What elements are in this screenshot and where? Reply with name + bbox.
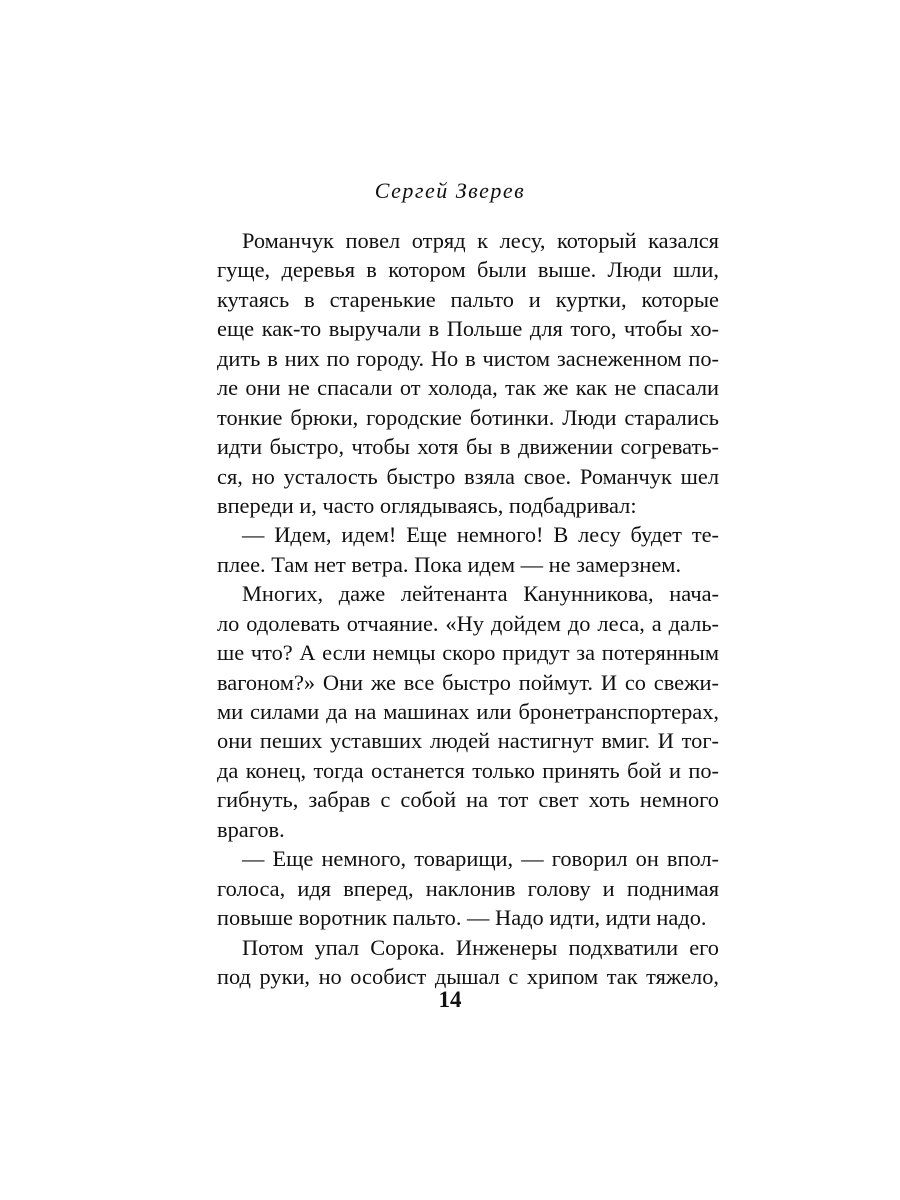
text-line: Многих, даже лейтенанта Канунникова, нача- bbox=[242, 581, 719, 607]
text-line: дить в них по городу. Но в чистом заснеженном по- bbox=[217, 345, 719, 371]
text-line: ся, но усталость быстро взяла свое. Романчук шел bbox=[217, 463, 719, 489]
body-text bbox=[217, 226, 719, 991]
text-line: плее. Там нет ветра. Пока идем — не замерзнем. bbox=[217, 551, 682, 577]
text-line: ше что? А если немцы скоро придут за потерянным bbox=[217, 640, 719, 666]
text-line: повыше воротник пальто. — Надо идти, идти надо. bbox=[217, 905, 707, 931]
text-line: голоса, идя вперед, наклонив голову и поднимая bbox=[217, 875, 719, 901]
text-line: вагоном?» Они же все быстро поймут. И со свежи- bbox=[217, 669, 719, 695]
text-line: Романчук повел отряд к лесу, который казался bbox=[242, 228, 719, 253]
text-line: кутаясь в старенькие пальто и куртки, которые bbox=[217, 286, 719, 312]
text-line: еще как-то выручали в Польше для того, чтобы хо- bbox=[217, 316, 719, 342]
text-line: ло одолевать отчаяние. «Ну дойдем до леса, а даль- bbox=[217, 610, 719, 636]
text-line: гуще, деревья в котором были выше. Люди шли, bbox=[217, 257, 719, 283]
text-line: — Еще немного, товарищи, — говорил он впол- bbox=[242, 846, 719, 872]
text-line: ле они не спасали от холода, так же как не спасали bbox=[217, 375, 719, 401]
text-line: они пеших уставших людей настигнут вмиг. И тог- bbox=[217, 728, 719, 754]
text-line: — Идем, идем! Еще немного! В лесу будет те- bbox=[242, 522, 719, 548]
text-line: ми силами да на машинах или бронетранспортерах, bbox=[217, 699, 719, 724]
text-line: да конец, тогда останется только принять бой и по- bbox=[217, 757, 719, 783]
text-line: идти быстро, чтобы хотя бы в движении согревать- bbox=[217, 434, 719, 460]
text-line: Потом упал Сорока. Инженеры подхватили его bbox=[242, 934, 719, 960]
page-number: 14 bbox=[438, 987, 462, 1012]
running-head: Сергей Зверев bbox=[374, 178, 526, 203]
text-line: впереди и, часто оглядываясь, подбадривал: bbox=[217, 492, 637, 518]
text-line: под руки, но особист дышал с хрипом так тяжело, bbox=[217, 963, 719, 989]
text-line: гибнуть, забрав с собой на тот свет хоть немного bbox=[217, 787, 719, 813]
text-line: тонкие брюки, городские ботинки. Люди старались bbox=[217, 404, 719, 430]
text-line: врагов. bbox=[217, 816, 285, 842]
